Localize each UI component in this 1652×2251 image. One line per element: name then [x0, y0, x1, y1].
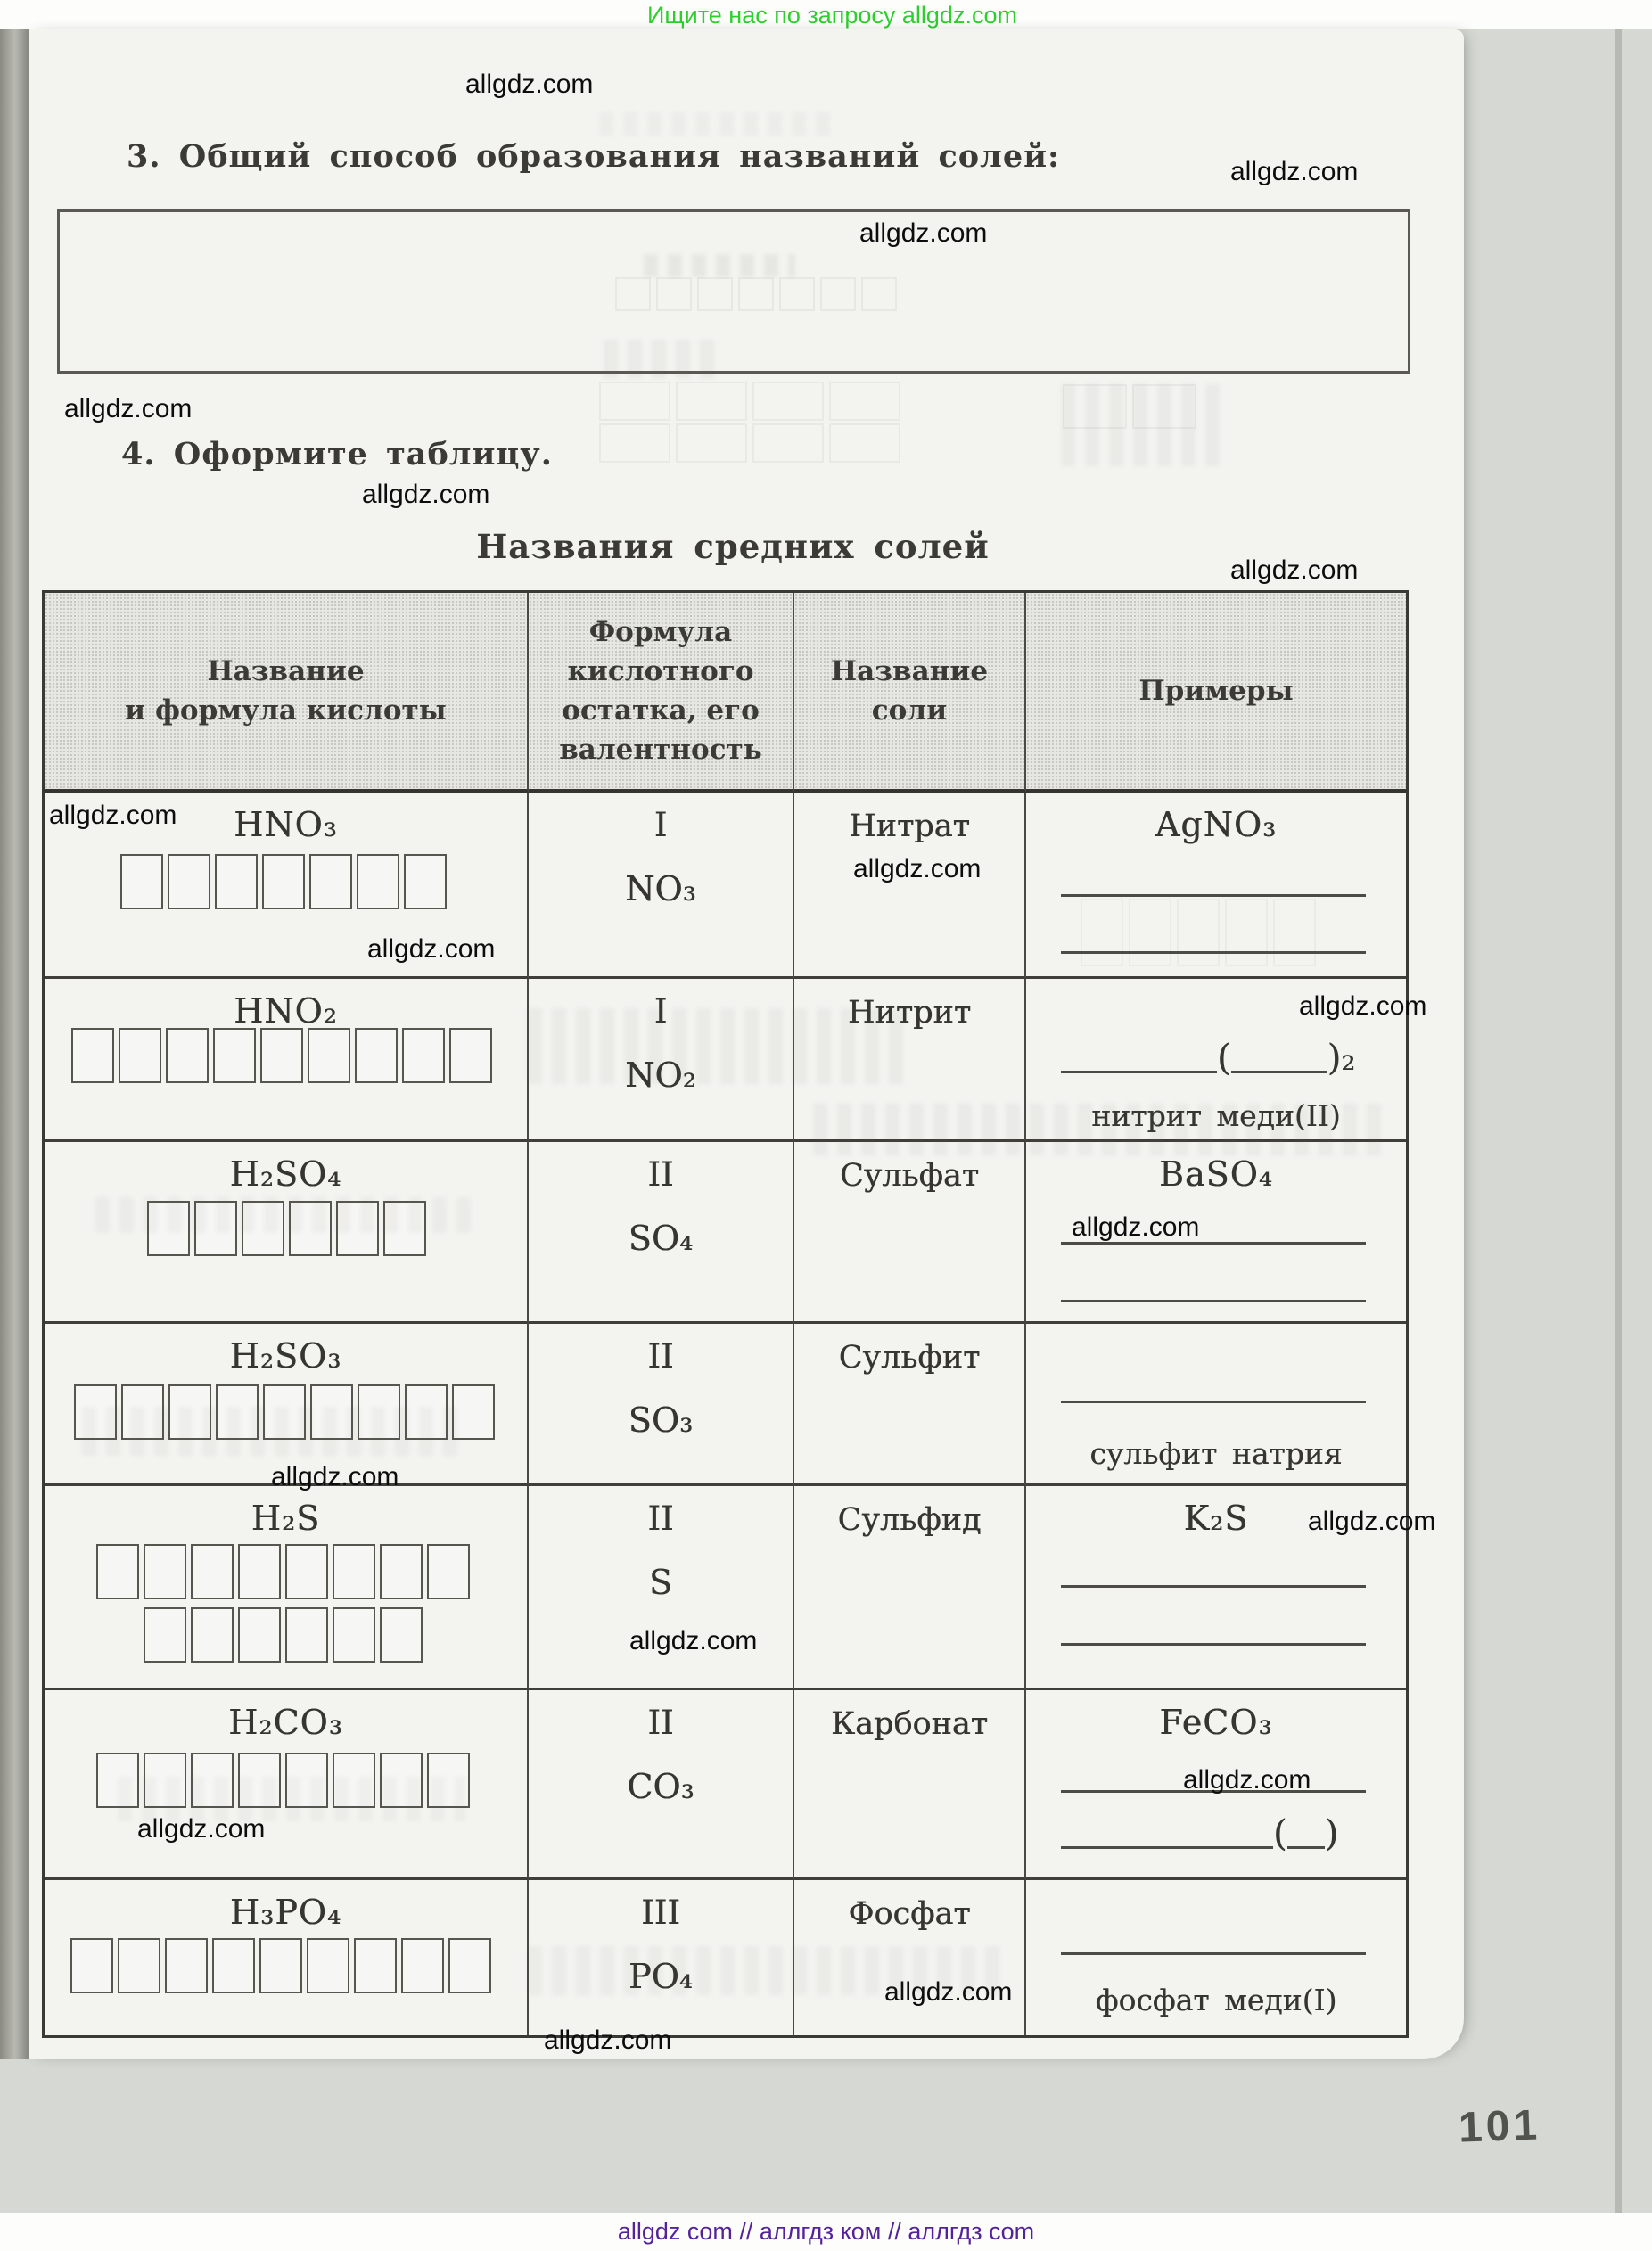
answer-box — [427, 1544, 470, 1599]
bleed-through-box — [779, 277, 815, 311]
blank-segment — [1061, 1044, 1217, 1073]
page-left-shadow — [0, 29, 27, 2059]
answer-line — [1061, 894, 1366, 897]
answer-box — [333, 1607, 375, 1663]
valence-numeral: III — [641, 1894, 680, 1932]
acid-cell — [45, 1142, 529, 1324]
salt-name-cell — [794, 1142, 1026, 1324]
answer-box — [238, 1544, 281, 1599]
blank-segment — [1231, 1044, 1327, 1073]
example-formula: K₂S — [1183, 1499, 1249, 1538]
bleed-through-box — [676, 423, 747, 463]
bleed-through-artifact — [95, 1197, 479, 1233]
answer-line — [1061, 1300, 1366, 1302]
valence-numeral: II — [647, 1704, 674, 1742]
answer-box — [401, 1938, 444, 1993]
watermark: allgdz.com — [629, 1626, 758, 1655]
answer-box — [308, 1028, 350, 1083]
answer-box — [404, 854, 447, 909]
residue-formula: CO₃ — [627, 1767, 694, 1806]
open-paren: ( — [1217, 1038, 1231, 1079]
salt-name-cell — [794, 1690, 1026, 1880]
bleed-through-box — [861, 277, 897, 311]
valence-numeral: II — [647, 1499, 674, 1538]
answer-line — [1061, 1585, 1366, 1588]
bleed-through-boxes — [599, 382, 900, 421]
bleed-through-box — [599, 423, 670, 463]
salt-name: Сульфит — [838, 1340, 981, 1376]
salt-name: Сульфид — [837, 1502, 982, 1538]
bleed-through-box — [1063, 384, 1127, 429]
column-header — [529, 593, 794, 793]
bleed-through-artifact — [82, 1407, 465, 1456]
watermark: allgdz.com — [1308, 1507, 1436, 1536]
acid-formula: H₂S — [251, 1499, 321, 1538]
watermark: allgdz.com — [1299, 991, 1427, 1021]
residue-cell — [529, 1142, 794, 1324]
answer-box — [144, 1544, 186, 1599]
residue-cell — [529, 793, 794, 979]
watermark: allgdz.com — [859, 218, 988, 248]
answer-box — [144, 1607, 186, 1663]
salt-name: Нитрит — [847, 995, 972, 1031]
close-paren: )₂ — [1327, 1038, 1356, 1079]
column-header — [794, 593, 1026, 793]
bleed-through-box — [820, 277, 856, 311]
valence-numeral: I — [653, 992, 668, 1031]
answer-box — [262, 854, 305, 909]
acid-cell — [45, 979, 529, 1142]
bleed-through-box — [1132, 384, 1196, 429]
table-title: Названия средних солей — [476, 527, 990, 566]
residue-cell — [529, 1486, 794, 1690]
salt-name: Нитрат — [849, 809, 970, 844]
watermark: allgdz.com — [367, 934, 496, 964]
salt-name: Карбонат — [830, 1706, 989, 1742]
answer-box — [260, 1028, 303, 1083]
acid-formula: H₃PO₄ — [229, 1893, 342, 1932]
salt-name: Сульфат — [839, 1158, 980, 1194]
answer-box — [168, 854, 210, 909]
bleed-through-artifact — [644, 254, 795, 277]
example-cell — [1026, 1324, 1406, 1486]
column-header — [45, 593, 529, 793]
acid-formula: H₂CO₃ — [228, 1703, 343, 1742]
column-header-line: и формула кислоты — [125, 694, 447, 727]
answer-line — [1061, 1952, 1366, 1955]
answer-boxes-row — [71, 1028, 492, 1083]
bleed-through-box — [752, 423, 824, 463]
answer-boxes-row — [70, 1938, 491, 1993]
column-header-line: Примеры — [1138, 674, 1294, 707]
answer-box — [165, 1938, 208, 1993]
answer-box — [380, 1607, 423, 1663]
bleed-through-artifact — [599, 111, 831, 136]
answer-boxes-row — [144, 1607, 423, 1663]
column-header-line: Название — [830, 654, 989, 687]
answer-label: нитрит меди(II) — [1091, 1098, 1341, 1133]
example-cell — [1026, 1880, 1406, 2035]
bleed-through-box — [1225, 899, 1268, 966]
residue-formula: SO₄ — [628, 1219, 694, 1258]
watermark: allgdz.com — [64, 394, 193, 423]
valence-numeral: II — [647, 1337, 674, 1376]
acid-cell — [45, 1486, 529, 1690]
example-formula: FeCO₃ — [1159, 1703, 1273, 1742]
answer-box — [354, 1938, 397, 1993]
page-number: 101 — [1458, 2101, 1541, 2152]
column-header-line: Формула — [588, 615, 733, 648]
valence-numeral: I — [653, 806, 668, 844]
bleed-through-box — [656, 277, 692, 311]
acid-formula: HNO₂ — [234, 991, 338, 1031]
bleed-through-box — [829, 382, 900, 421]
residue-cell — [529, 1690, 794, 1880]
answer-box — [215, 854, 258, 909]
answer-box — [119, 1028, 161, 1083]
watermark: allgdz.com — [362, 480, 490, 509]
bleed-through-box — [1081, 899, 1123, 966]
answer-line — [1061, 1643, 1366, 1646]
answer-label: фосфат меди(I) — [1095, 1983, 1337, 2017]
bleed-through-boxes — [1081, 899, 1316, 966]
bleed-through-box — [1177, 899, 1220, 966]
answer-box — [309, 854, 352, 909]
answer-box — [402, 1028, 445, 1083]
bleed-through-box — [615, 277, 651, 311]
answer-box — [166, 1028, 209, 1083]
answer-box — [191, 1544, 234, 1599]
watermark: allgdz.com — [544, 2025, 672, 2055]
answer-box — [285, 1607, 328, 1663]
workbook-page — [27, 29, 1464, 2059]
bleed-through-box — [676, 382, 747, 421]
answer-line — [1061, 1401, 1366, 1403]
answer-box — [191, 1607, 234, 1663]
watermark: allgdz.com — [465, 70, 594, 99]
answer-boxes-row — [96, 1544, 470, 1599]
column-header — [1026, 593, 1406, 793]
section-3-heading: 3. Общий способ образования названий солей: — [127, 138, 1060, 175]
section-4-heading: 4. Оформите таблицу. — [121, 436, 553, 472]
watermark: allgdz.com — [137, 1814, 266, 1844]
bleed-through-box — [697, 277, 733, 311]
bleed-through-boxes — [599, 423, 900, 463]
answer-box — [70, 1938, 113, 1993]
residue-cell — [529, 1324, 794, 1486]
acid-formula: H₂SO₃ — [229, 1336, 342, 1376]
bleed-through-box — [1129, 899, 1171, 966]
search-hint-text: Ищите нас по запросу allgdz.com — [647, 2, 1017, 29]
watermark: allgdz.com — [1230, 555, 1359, 585]
bleed-through-artifact — [118, 1777, 465, 1821]
salt-name: Фосфат — [848, 1896, 971, 1932]
answer-box — [333, 1544, 375, 1599]
answer-box — [120, 854, 163, 909]
bleed-through-boxes — [1063, 384, 1196, 429]
open-paren: ( — [1273, 1813, 1287, 1854]
residue-formula: NO₂ — [625, 1056, 696, 1095]
residue-formula: S — [648, 1563, 673, 1602]
answer-box — [355, 1028, 398, 1083]
watermark: allgdz.com — [1230, 157, 1359, 186]
watermark: allgdz.com — [271, 1462, 399, 1491]
formula-blank — [1061, 1038, 1356, 1079]
book-edge-line — [1615, 29, 1622, 2213]
column-header-line: кислотного — [567, 654, 754, 687]
watermark: allgdz.com — [1072, 1212, 1200, 1242]
answer-box — [212, 1938, 255, 1993]
watermark: allgdz.com — [1183, 1765, 1311, 1795]
bleed-through-box — [738, 277, 774, 311]
bleed-through-artifact — [528, 1008, 911, 1084]
blank-segment — [1061, 1820, 1273, 1849]
answer-box — [238, 1607, 281, 1663]
watermark: allgdz.com — [49, 801, 177, 830]
answer-box — [259, 1938, 302, 1993]
answer-boxes-row — [120, 854, 447, 909]
bleed-through-box — [829, 423, 900, 463]
acid-formula: HNO₃ — [234, 805, 338, 844]
answer-box — [71, 1028, 114, 1083]
residue-formula: NO₃ — [625, 869, 696, 908]
bleed-through-artifact — [528, 1946, 1009, 1995]
valence-numeral: II — [647, 1155, 674, 1194]
column-header-line: остатка, его — [562, 694, 760, 727]
watermark: allgdz.com — [884, 1977, 1013, 2007]
bleed-through-boxes — [615, 277, 897, 311]
column-header-line: Название — [207, 654, 365, 687]
answer-box — [96, 1544, 139, 1599]
answer-box — [449, 1028, 492, 1083]
close-paren: ) — [1324, 1813, 1339, 1854]
salt-name-cell — [794, 1486, 1026, 1690]
acid-cell — [45, 1880, 529, 2035]
answer-box — [213, 1028, 256, 1083]
bleed-through-box — [1273, 899, 1316, 966]
formula-blank — [1061, 1813, 1339, 1854]
example-formula: BaSO₄ — [1159, 1154, 1273, 1194]
answer-box — [118, 1938, 160, 1993]
acid-formula: H₂SO₄ — [229, 1154, 342, 1194]
bleed-through-artifact — [604, 340, 715, 379]
column-header-line: валентность — [559, 734, 762, 767]
residue-formula: SO₃ — [628, 1401, 694, 1440]
answer-box — [448, 1938, 491, 1993]
bleed-through-box — [599, 382, 670, 421]
bleed-through-box — [752, 382, 824, 421]
answer-box — [307, 1938, 349, 1993]
residue-formula: PO₄ — [629, 1957, 693, 1996]
bleed-through-artifact — [813, 1104, 1384, 1155]
answer-box — [285, 1544, 328, 1599]
salt-name-cell — [794, 793, 1026, 979]
column-header-line: соли — [871, 694, 948, 727]
answer-label: сульфит натрия — [1089, 1436, 1343, 1471]
blank-segment — [1287, 1820, 1325, 1849]
answer-box — [357, 854, 399, 909]
salt-name-cell — [794, 1324, 1026, 1486]
example-formula: AgNO₃ — [1155, 805, 1278, 844]
footer-text: allgdz com // аллгдз ком // аллгдз com — [617, 2218, 1035, 2245]
answer-box — [380, 1544, 423, 1599]
watermark: allgdz.com — [853, 854, 982, 883]
